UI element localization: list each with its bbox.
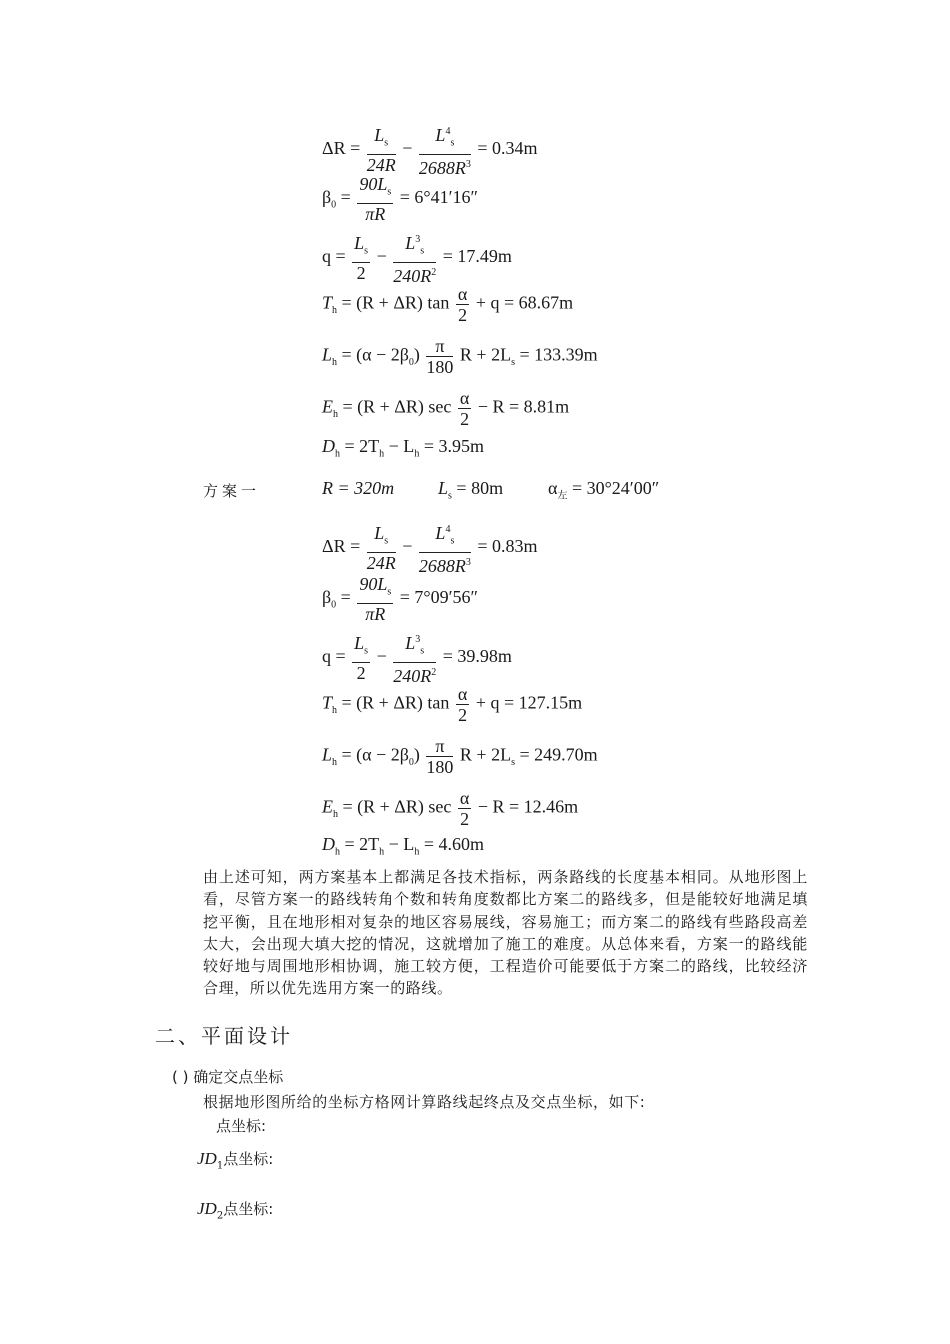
- jd1-label: $JD_1$点坐标:: [197, 1149, 274, 1172]
- jd2-label: $JD_2$点坐标:: [197, 1199, 274, 1222]
- scheme-label: 方案一: [203, 482, 261, 500]
- scheme-alpha: $\alpha_左 = 30^\circ 24'00''$: [548, 478, 660, 502]
- intro-text: 根据地形图所给的坐标方格网计算路线起终点及交点坐标，如下:: [203, 1093, 646, 1111]
- section-title: 二、平面设计: [155, 1024, 293, 1048]
- scheme-ls: $L_s = 80m$: [438, 478, 504, 502]
- scheme-radius: R = 320m: [322, 478, 395, 498]
- point-label: 点坐标:: [216, 1117, 267, 1135]
- conclusion-paragraph: 由上述可知，两方案基本上都满足各技术指标，两条路线的长度基本相同。从地形图上看，尽管方案一的路线转角个数和转角度数都比方案二的路线多，但是能较好地满足填挖平衡，且在地形相对复杂的地区容易展线，容易施工；而方案二的路线有些路段高差太大，会出现大填大挖的情况，这就增加了施工的难度。从总体来看，方案一的路线能较好地与周围地形相协调，施工较方便，工程造价可能要低于方案二的路线，比较经济合理，所以优先选用方案一的路线。: [203, 868, 808, 998]
- subsection-title: ( ) 确定交点坐标: [172, 1068, 284, 1086]
